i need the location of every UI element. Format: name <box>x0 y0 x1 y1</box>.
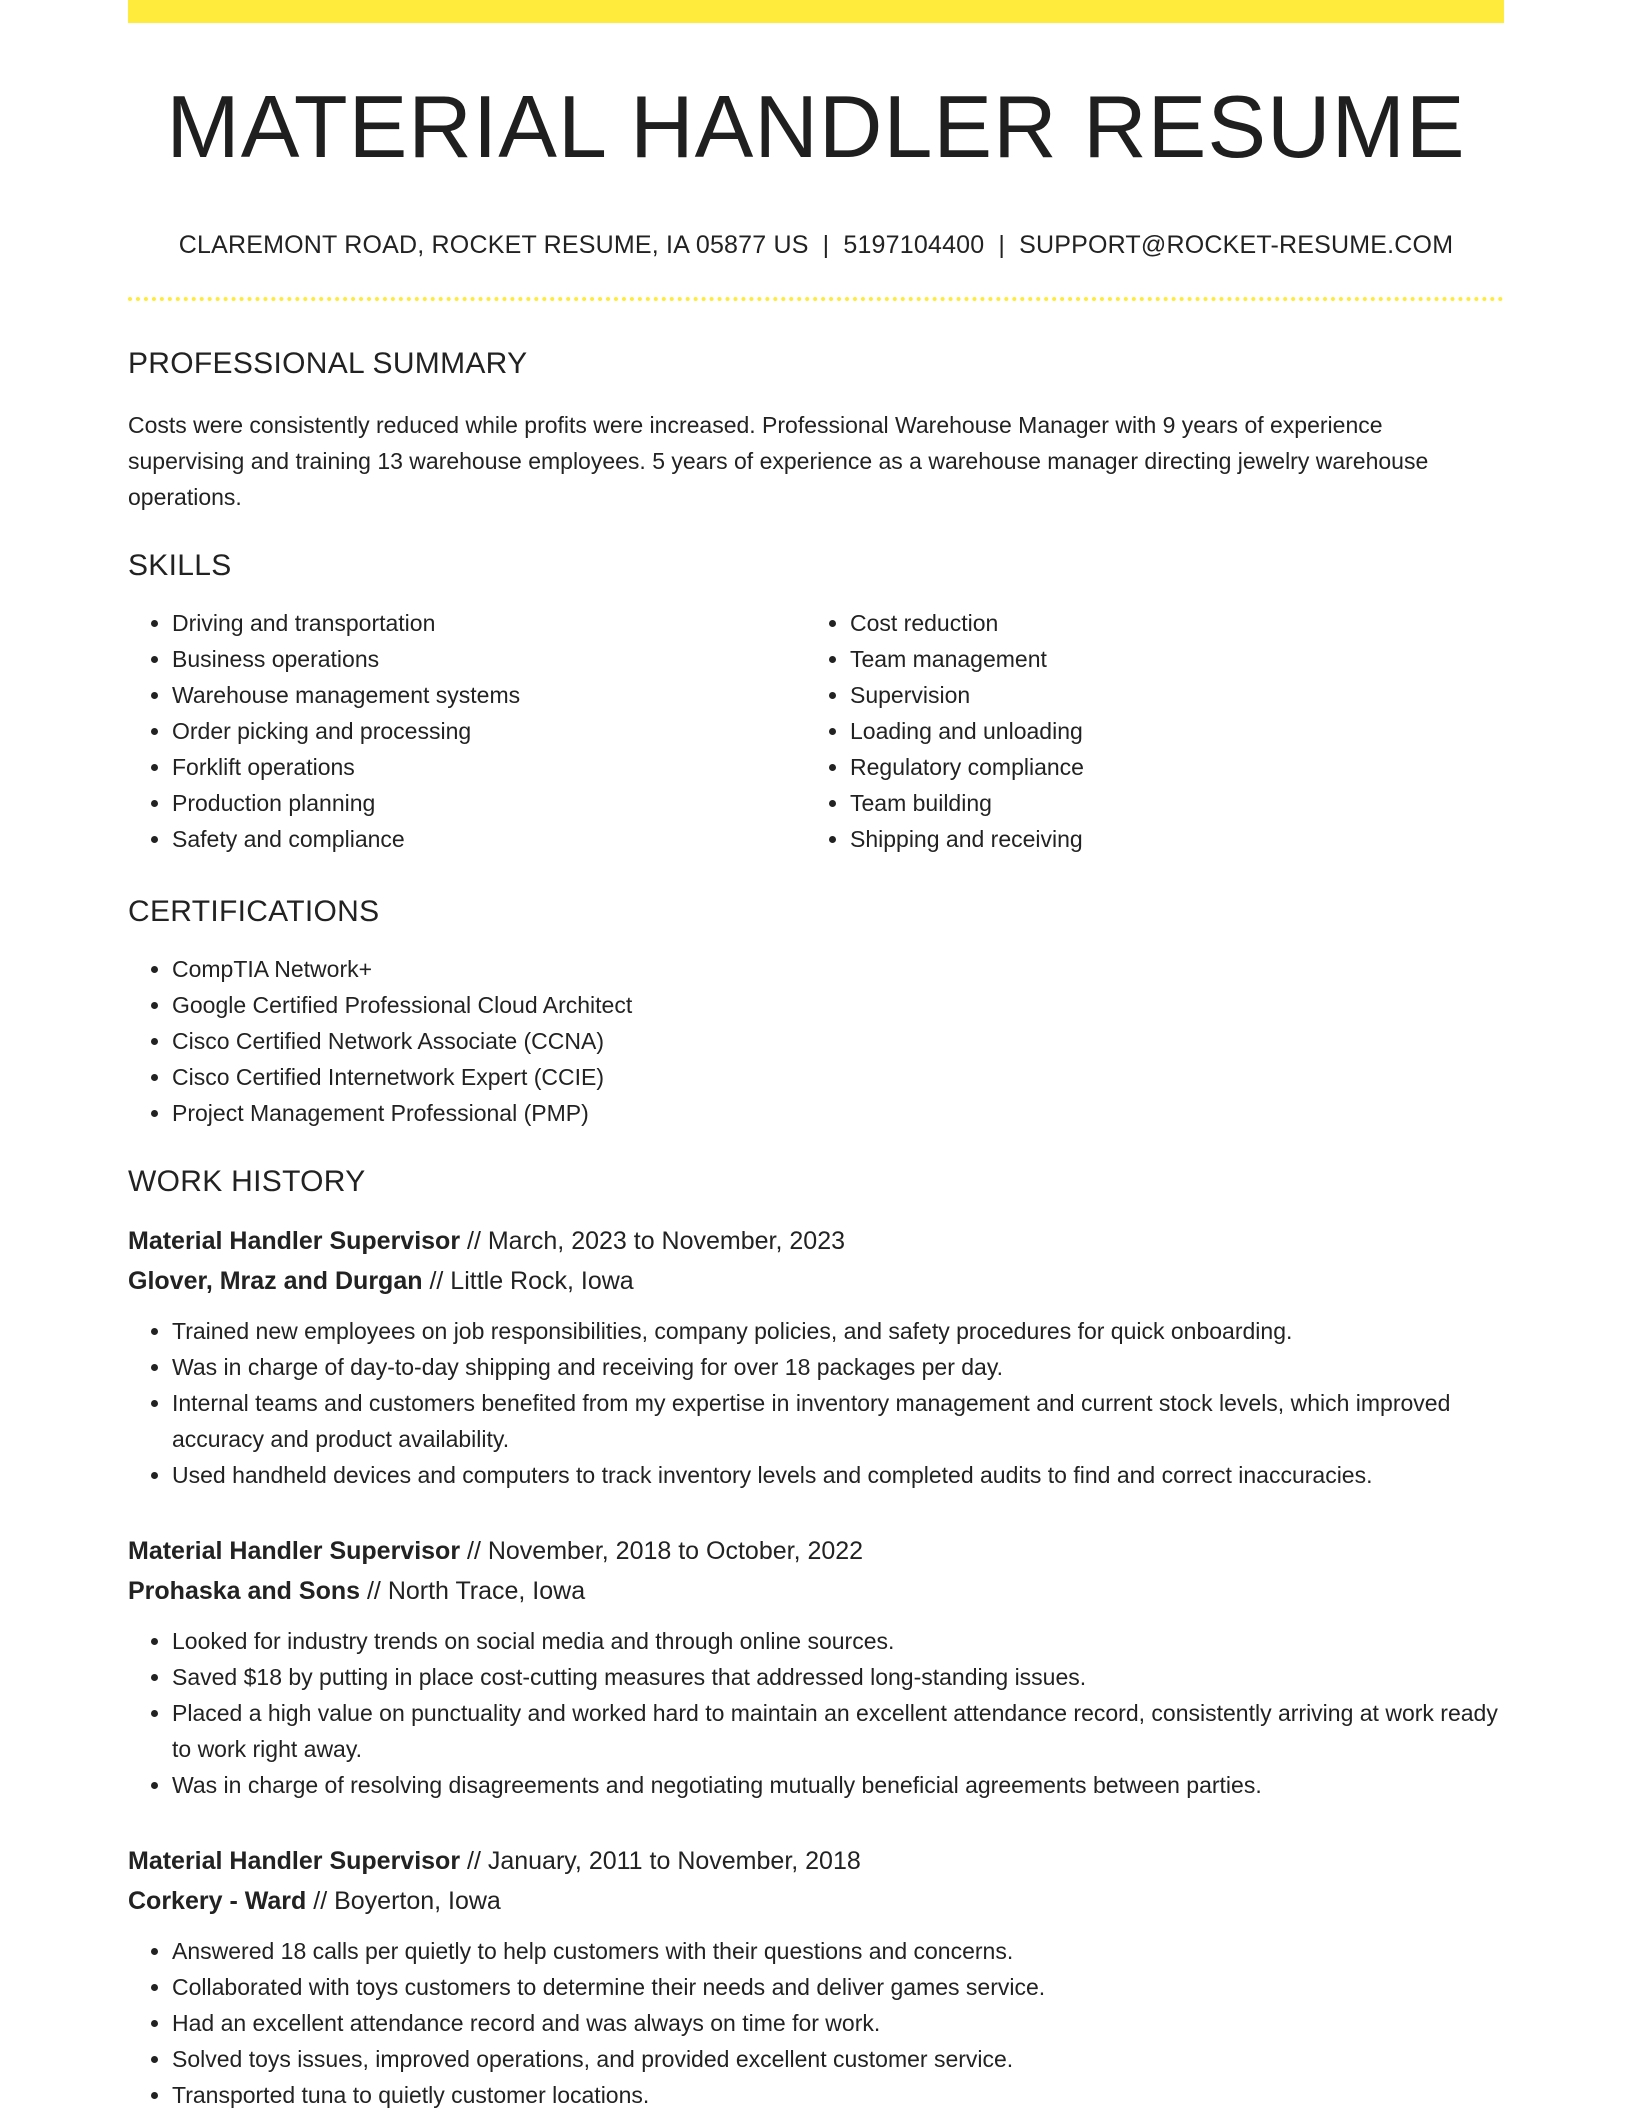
job-dates: // November, 2018 to October, 2022 <box>460 1537 864 1565</box>
summary-text: Costs were consistently reduced while profits were increased. Professional Warehouse Manager with 9 years of experience supervising and training 13 warehouse employees. 5 years of experience as a warehouse manager directing jewelry warehouse operations. <box>128 412 1429 510</box>
skill-item: • Regulatory compliance <box>850 749 1484 785</box>
job-dates: // January, 2011 to November, 2018 <box>460 1847 861 1875</box>
job-bullet: • Was in charge of resolving disagreements and negotiating mutually beneficial agreements between parties. <box>172 1767 1504 1803</box>
job-title: Material Handler Supervisor <box>128 1227 461 1255</box>
skills-heading: SKILLS <box>128 549 232 582</box>
job-title: Material Handler Supervisor <box>128 1847 461 1875</box>
skill-item: • Driving and transportation <box>172 605 806 641</box>
job-bullet: • Collaborated with toys customers to determine their needs and deliver games service. <box>172 1969 1504 2005</box>
contact-separator: | <box>822 231 830 259</box>
job-location: // Little Rock, Iowa <box>422 1267 634 1295</box>
work-history-heading: WORK HISTORY <box>128 1165 366 1198</box>
job-bullet: • Answered 18 calls per quietly to help customers with their questions and concerns. <box>172 1933 1504 1969</box>
job-entry <box>128 1531 1504 1803</box>
job-company: Prohaska and Sons <box>128 1577 361 1605</box>
summary-heading: PROFESSIONAL SUMMARY <box>128 347 528 380</box>
job-company: Glover, Mraz and Durgan <box>128 1267 423 1295</box>
certifications-heading: CERTIFICATIONS <box>128 895 380 928</box>
certification-item: • Google Certified Professional Cloud Architect <box>172 987 1504 1023</box>
skill-item: • Business operations <box>172 641 806 677</box>
skill-item: • Cost reduction <box>850 605 1484 641</box>
job-title-line <box>128 1221 1504 1261</box>
skill-item: • Production planning <box>172 785 806 821</box>
job-location: // Boyerton, Iowa <box>306 1887 501 1915</box>
job-bullet: • Placed a high value on punctuality and worked hard to maintain an excellent attendance record, consistently arriving at work ready to work right away. <box>172 1695 1504 1767</box>
contact-separator: | <box>998 231 1006 259</box>
skills-list-left <box>128 605 806 857</box>
resume-page <box>128 0 1504 2113</box>
skill-item: • Forklift operations <box>172 749 806 785</box>
job-company-line <box>128 1261 1504 1301</box>
skills-column-left <box>128 605 806 857</box>
job-bullet: • Had an excellent attendance record and was always on time for work. <box>172 2005 1504 2041</box>
job-bullet: • Used handheld devices and computers to track inventory levels and completed audits to find and correct inaccuracies. <box>172 1457 1504 1493</box>
skill-item: • Warehouse management systems <box>172 677 806 713</box>
certification-item: • CompTIA Network+ <box>172 951 1504 987</box>
skill-item: • Safety and compliance <box>172 821 806 857</box>
skill-item: • Team management <box>850 641 1484 677</box>
contact-phone: 5197104400 <box>843 231 985 259</box>
job-location: // North Trace, Iowa <box>360 1577 586 1605</box>
job-bullet: • Looked for industry trends on social media and through online sources. <box>172 1623 1504 1659</box>
resume-title: MATERIAL HANDLER RESUME <box>166 77 1466 176</box>
job-title-line <box>128 1531 1504 1571</box>
job-title-line <box>128 1841 1504 1881</box>
job-bullet: • Internal teams and customers benefited from my expertise in inventory management and current stock levels, which improved accuracy and product availability. <box>172 1385 1504 1457</box>
accent-top-bar <box>128 0 1504 23</box>
certification-item: • Project Management Professional (PMP) <box>172 1095 1504 1131</box>
job-company-line <box>128 1881 1504 1921</box>
skills-list-right <box>806 605 1484 857</box>
job-bullet: • Was in charge of day-to-day shipping and receiving for over 18 packages per day. <box>172 1349 1504 1385</box>
certification-item: • Cisco Certified Network Associate (CCNA) <box>172 1023 1504 1059</box>
job-bullet-list <box>128 1933 1504 2113</box>
job-bullet-list <box>128 1623 1504 1803</box>
skill-item: • Loading and unloading <box>850 713 1484 749</box>
skill-item: • Team building <box>850 785 1484 821</box>
skills-column-right <box>806 605 1484 857</box>
contact-line <box>128 233 1504 258</box>
skills-grid <box>128 605 1504 857</box>
skill-item: • Supervision <box>850 677 1484 713</box>
job-bullet: • Solved toys issues, improved operations, and provided excellent customer service. <box>172 2041 1504 2077</box>
job-bullet-list <box>128 1313 1504 1493</box>
job-company-line <box>128 1571 1504 1611</box>
skill-item: • Order picking and processing <box>172 713 806 749</box>
certifications-list <box>128 951 1504 1131</box>
certification-item: • Cisco Certified Internetwork Expert (CCIE) <box>172 1059 1504 1095</box>
job-entry <box>128 1221 1504 1493</box>
job-title: Material Handler Supervisor <box>128 1537 461 1565</box>
job-bullet: • Transported tuna to quietly customer locations. <box>172 2077 1504 2113</box>
job-dates: // March, 2023 to November, 2023 <box>460 1227 845 1255</box>
job-entry <box>128 1841 1504 2113</box>
job-bullet: • Saved $18 by putting in place cost-cutting measures that addressed long-standing issues. <box>172 1659 1504 1695</box>
contact-address: CLAREMONT ROAD, ROCKET RESUME, IA 05877 US <box>178 231 809 259</box>
dotted-divider <box>128 297 1504 301</box>
job-company: Corkery - Ward <box>128 1887 307 1915</box>
contact-email: SUPPORT@ROCKET-RESUME.COM <box>1019 231 1454 259</box>
skill-item: • Shipping and receiving <box>850 821 1484 857</box>
job-bullet: • Trained new employees on job responsibilities, company policies, and safety procedures for quick onboarding. <box>172 1313 1504 1349</box>
